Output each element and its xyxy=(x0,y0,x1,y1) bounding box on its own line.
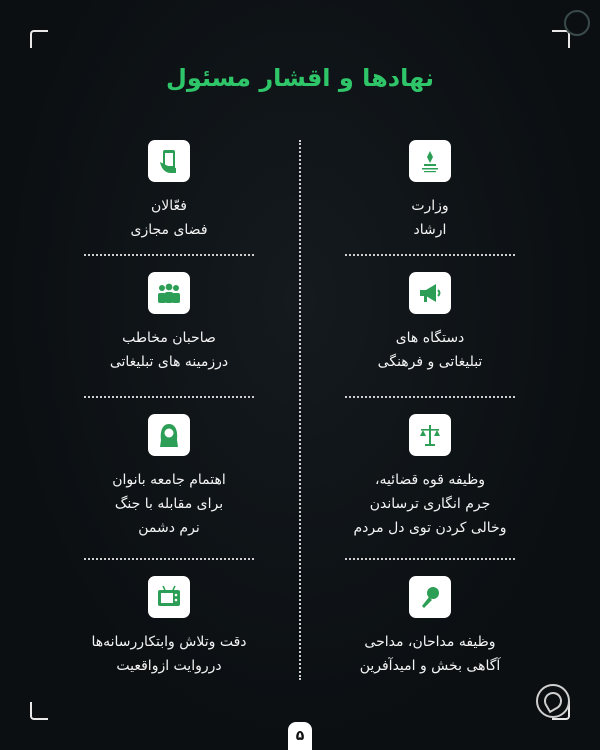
page-number: ۵ xyxy=(288,722,312,750)
item-line: درروایت ازواقعیت xyxy=(116,658,222,674)
item-propaganda-bodies xyxy=(345,272,515,374)
item-line: دقت وتلاش وابتکاررسانه‌ها xyxy=(91,634,247,650)
item-line: ارشاد xyxy=(413,222,447,238)
item-line: درزمینه های تبلیغاتی xyxy=(109,354,229,370)
item-line: وزارت xyxy=(411,198,449,214)
item-women-community xyxy=(84,414,254,540)
group-people-icon xyxy=(148,272,190,314)
center-divider xyxy=(299,140,301,680)
scales-of-justice-icon xyxy=(409,414,451,456)
item-line: فضای مجازی xyxy=(130,222,208,238)
brand-logo-icon xyxy=(536,684,570,718)
corner-bracket-top-right xyxy=(552,30,570,48)
item-line: تبلیغاتی و فرهنگی xyxy=(377,354,483,370)
corner-bracket-bottom-left xyxy=(30,702,48,720)
corner-bracket-top-left xyxy=(30,30,48,48)
item-line: نرم دشمن xyxy=(138,520,200,536)
item-line: فعّالان xyxy=(151,198,187,214)
item-cyberspace-activists xyxy=(84,140,254,242)
item-line: برای مقابله با جنگ xyxy=(114,496,224,512)
item-line: صاحبان مخاطب xyxy=(122,330,216,346)
row-divider xyxy=(345,558,515,560)
item-eulogists xyxy=(345,576,515,678)
woman-hijab-icon xyxy=(148,414,190,456)
smartphone-hand-icon xyxy=(148,140,190,182)
item-line: آگاهی بخش و امیدآفرین xyxy=(359,658,501,674)
row-divider xyxy=(84,254,254,256)
row-divider xyxy=(84,396,254,398)
megaphone-icon xyxy=(409,272,451,314)
item-media xyxy=(84,576,254,678)
row-divider xyxy=(345,396,515,398)
item-line: دستگاه های xyxy=(395,330,465,346)
item-ministry xyxy=(345,140,515,242)
ministry-emblem-icon xyxy=(409,140,451,182)
item-line: اهتمام جامعه بانوان xyxy=(112,472,226,488)
microphone-icon xyxy=(409,576,451,618)
row-divider xyxy=(345,254,515,256)
item-line: وظیفه قوه قضائیه، xyxy=(374,472,486,488)
row-divider xyxy=(84,558,254,560)
item-line: جرم انگاری ترساندن xyxy=(369,496,491,512)
item-line: وظیفه مداحان، مداحی xyxy=(364,634,496,650)
brand-logo-top-icon xyxy=(564,10,590,36)
television-icon xyxy=(148,576,190,618)
item-audience-owners xyxy=(84,272,254,374)
item-line: وخالی کردن توی دل مردم xyxy=(353,520,507,536)
page-title: نهادها و اقشار مسئول xyxy=(166,64,434,92)
item-judiciary xyxy=(345,414,515,540)
